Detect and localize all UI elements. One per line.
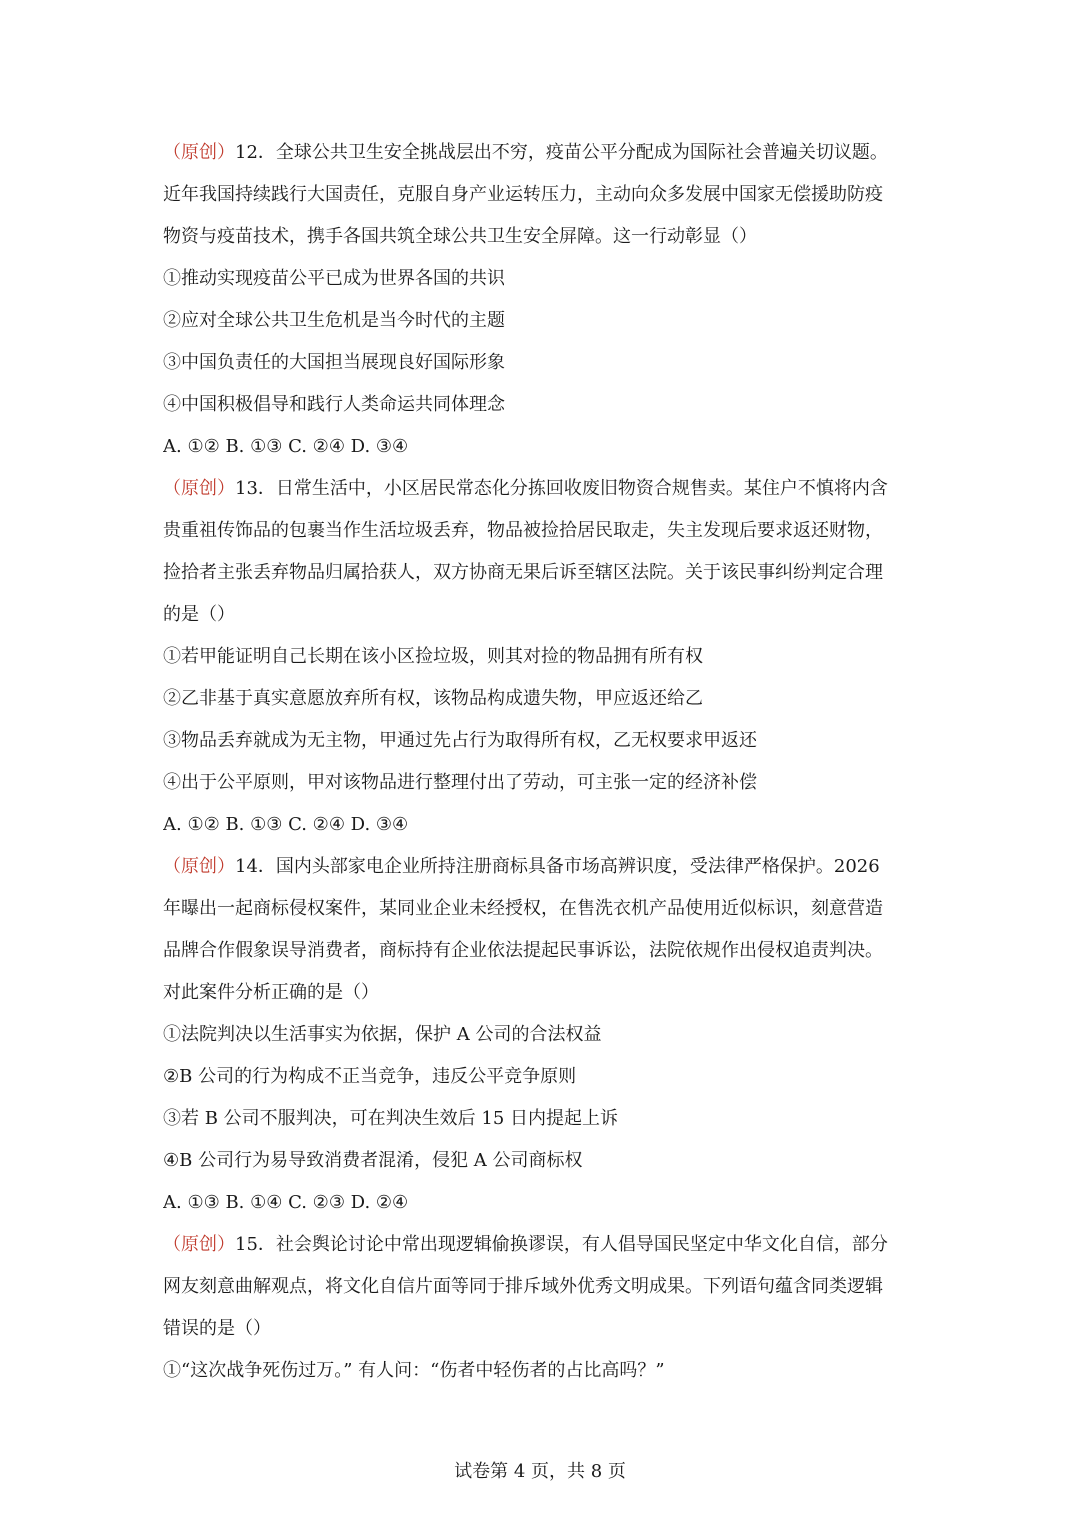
question-stem-line: 网友刻意曲解观点，将文化自信片面等同于排斥域外优秀文明成果。下列语句蕴含同类逻辑 [163,1276,883,1297]
statement-option: ④出于公平原则，甲对该物品进行整理付出了劳动，可主张一定的经济补偿 [163,772,757,793]
question-stem-line: 对此案件分析正确的是（） [163,982,379,1003]
question-stem-line: 年曝出一起商标侵权案件，某同业企业未经授权，在售洗衣机产品使用近似标识，刻意营造 [163,898,883,919]
question-stem-line: 的是（） [163,604,235,625]
statement-option: ④B 公司行为易导致消费者混淆，侵犯 A 公司商标权 [163,1150,583,1171]
statement-option: ③中国负责任的大国担当展现良好国际形象 [163,352,505,373]
statement-option: ①若甲能证明自己长期在该小区捡垃圾，则其对捡的物品拥有所有权 [163,646,703,667]
statement-option: ①推动实现疫苗公平已成为世界各国的共识 [163,268,505,289]
statement-option: ④中国积极倡导和践行人类命运共同体理念 [163,394,505,415]
question-12 [163,132,933,468]
question-stem-line: 物资与疫苗技术，携手各国共筑全球公共卫生安全屏障。这一行动彰显（） [163,226,757,247]
question-stem-line: 品牌合作假象误导消费者，商标持有企业依法提起民事诉讼，法院依规作出侵权追责判决。 [163,940,883,961]
exam-content [163,132,933,1392]
original-tag: （原创） [163,1234,235,1255]
question-stem-line: 捡拾者主张丢弃物品归属拾获人，双方协商无果后诉至辖区法院。关于该民事纠纷判定合理 [163,562,883,583]
page-footer: 试卷第 4 页，共 8 页 [454,1461,626,1482]
original-tag: （原创） [163,478,235,499]
answer-choices: A. ①③ B. ①④ C. ②③ D. ②④ [163,1192,409,1213]
statement-option: ②乙非基于真实意愿放弃所有权，该物品构成遗失物，甲应返还给乙 [163,688,703,709]
question-15 [163,1224,933,1392]
original-tag: （原创） [163,856,235,877]
statement-option: ③若 B 公司不服判决，可在判决生效后 15 日内提起上诉 [163,1108,619,1129]
statement-option: ②应对全球公共卫生危机是当今时代的主题 [163,310,505,331]
question-stem-line: （原创）14．国内头部家电企业所持注册商标具备市场高辨识度，受法律严格保护。2026 [163,856,880,877]
statement-option: ①法院判决以生活事实为依据，保护 A 公司的合法权益 [163,1024,602,1045]
question-stem-line: 贵重祖传饰品的包裹当作生活垃圾丢弃，物品被捡拾居民取走，失主发现后要求返还财物， [163,520,883,541]
question-14 [163,846,933,1224]
answer-choices: A. ①② B. ①③ C. ②④ D. ③④ [163,814,409,835]
original-tag: （原创） [163,142,235,163]
question-13 [163,468,933,846]
statement-option: ③物品丢弃就成为无主物，甲通过先占行为取得所有权，乙无权要求甲返还 [163,730,757,751]
question-stem-line: 错误的是（） [163,1318,271,1339]
question-stem-line: （原创）15．社会舆论讨论中常出现逻辑偷换谬误，有人倡导国民坚定中华文化自信，部分 [163,1234,888,1255]
question-stem-line: 近年我国持续践行大国责任，克服自身产业运转压力，主动向众多发展中国家无偿援助防疫 [163,184,883,205]
statement-option: ①“这次战争死伤过万。” 有人问：“伤者中轻伤者的占比高吗？” [163,1360,665,1381]
answer-choices: A. ①② B. ①③ C. ②④ D. ③④ [163,436,409,457]
question-stem-line: （原创）13．日常生活中，小区居民常态化分拣回收废旧物资合规售卖。某住户不慎将内含 [163,478,888,499]
statement-option: ②B 公司的行为构成不正当竞争，违反公平竞争原则 [163,1066,577,1087]
question-stem-line: （原创）12．全球公共卫生安全挑战层出不穷，疫苗公平分配成为国际社会普遍关切议题。 [163,142,888,163]
